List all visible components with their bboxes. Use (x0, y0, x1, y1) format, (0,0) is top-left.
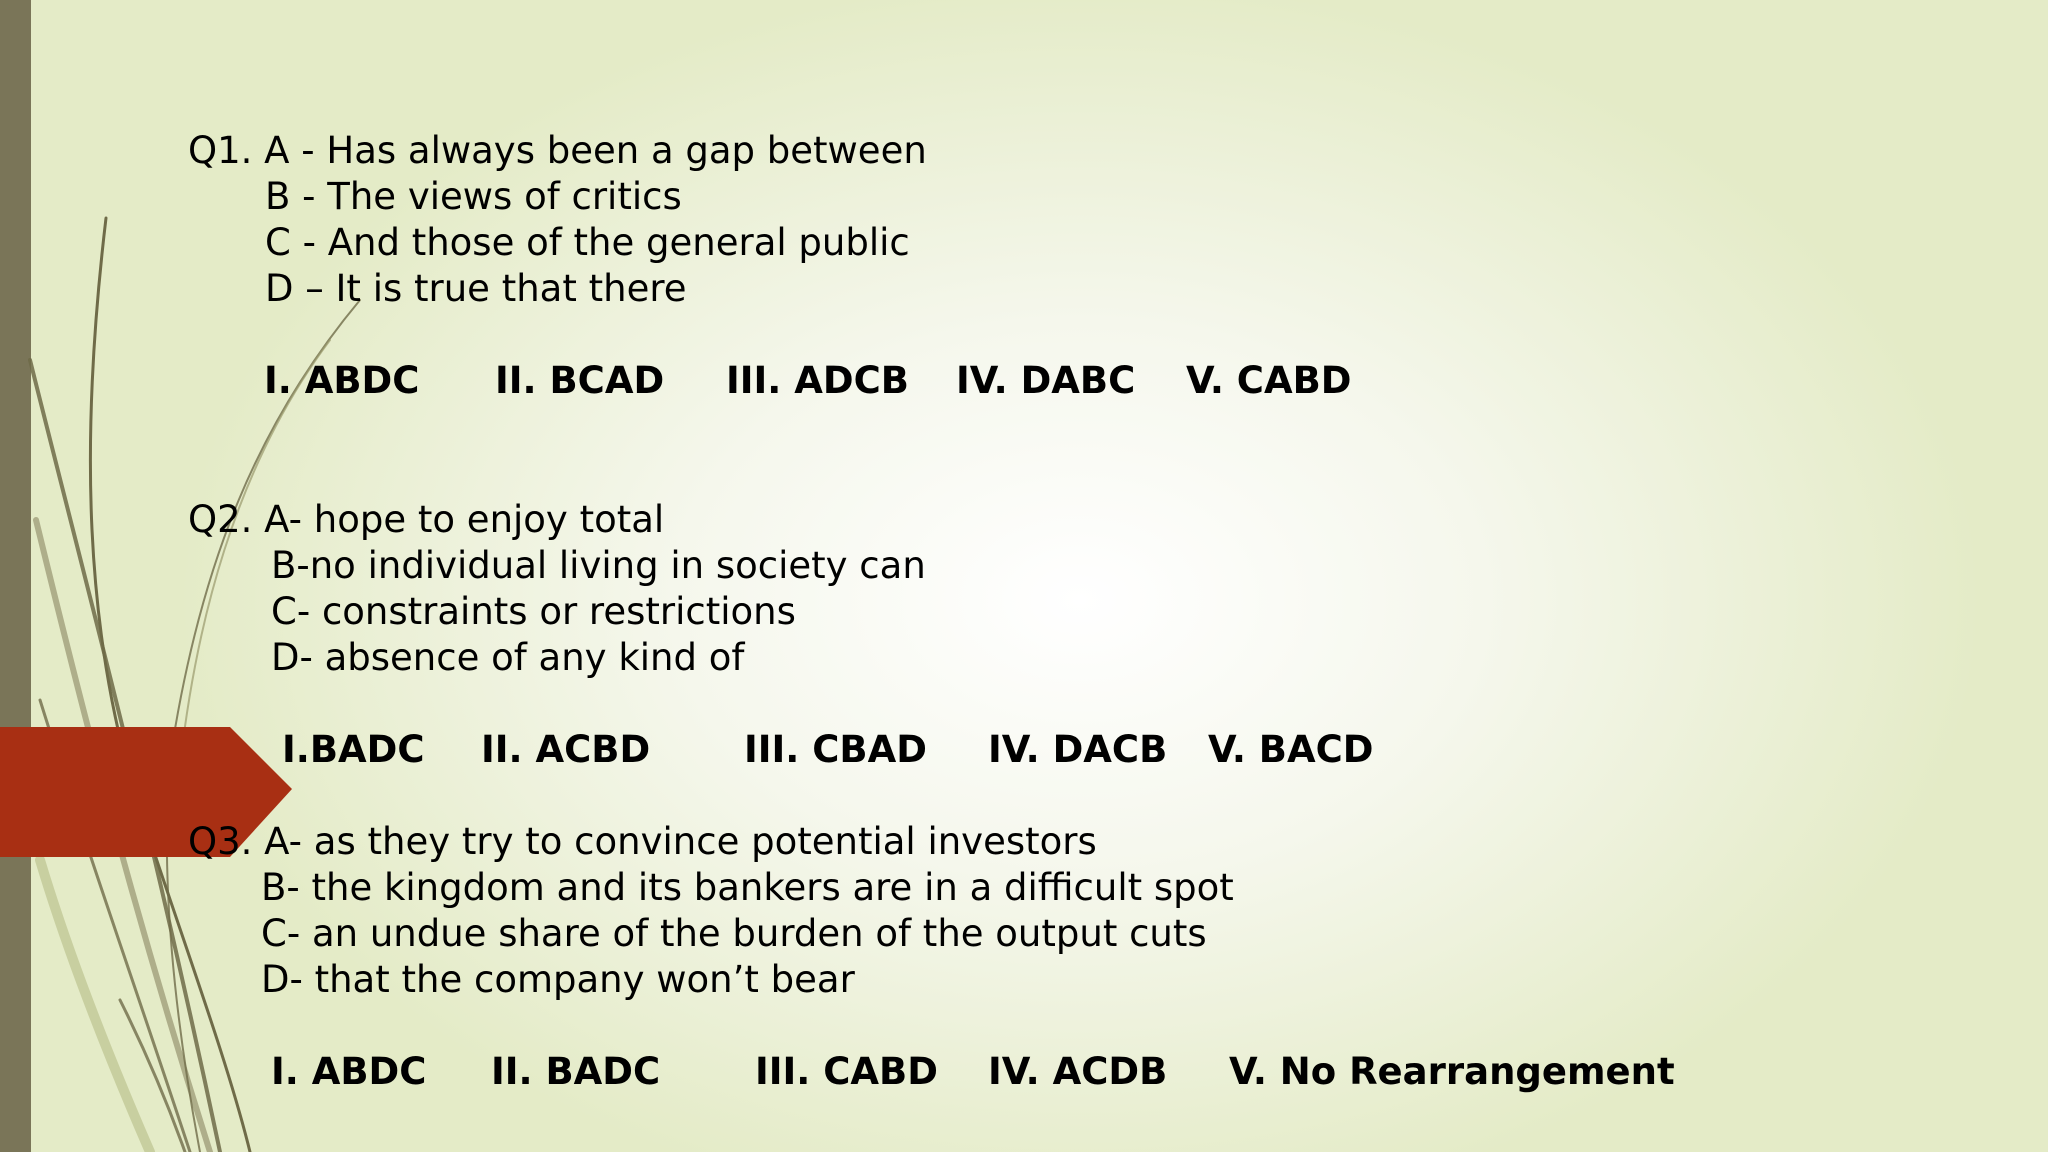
q3-option-1: I. ABDC (271, 1050, 427, 1093)
q2-line-c: C- constraints or restrictions (271, 590, 796, 633)
q1-option-5: V. CABD (1186, 359, 1352, 402)
q1-line-d: D – It is true that there (265, 267, 687, 310)
q3-option-2: II. BADC (491, 1050, 661, 1093)
q2-line-a: Q2. A- hope to enjoy total (188, 498, 665, 541)
q3-option-3: III. CABD (755, 1050, 938, 1093)
q1-option-2: II. BCAD (495, 359, 665, 402)
q3-line-a: Q3. A- as they try to convince potential investors (188, 820, 1097, 863)
q1-line-a: Q1. A - Has always been a gap between (188, 129, 927, 172)
q3-line-c: C- an undue share of the burden of the output cuts (261, 912, 1207, 955)
q3-option-4: IV. ACDB (988, 1050, 1168, 1093)
q2-line-d: D- absence of any kind of (271, 636, 745, 679)
q2-option-1: I.BADC (282, 728, 425, 771)
q1-line-c: C - And those of the general public (265, 221, 910, 264)
q3-option-5: V. No Rearrangement (1229, 1050, 1675, 1093)
q2-option-2: II. ACBD (481, 728, 651, 771)
q1-line-b: B - The views of critics (265, 175, 682, 218)
q3-line-d: D- that the company won’t bear (261, 958, 855, 1001)
q2-option-5: V. BACD (1208, 728, 1374, 771)
q3-line-b: B- the kingdom and its bankers are in a difficult spot (261, 866, 1234, 909)
q2-line-b: B-no individual living in society can (271, 544, 926, 587)
q1-option-4: IV. DABC (956, 359, 1136, 402)
q2-option-4: IV. DACB (988, 728, 1168, 771)
q2-option-3: III. CBAD (744, 728, 927, 771)
q1-option-1: I. ABDC (264, 359, 420, 402)
q1-option-3: III. ADCB (726, 359, 909, 402)
